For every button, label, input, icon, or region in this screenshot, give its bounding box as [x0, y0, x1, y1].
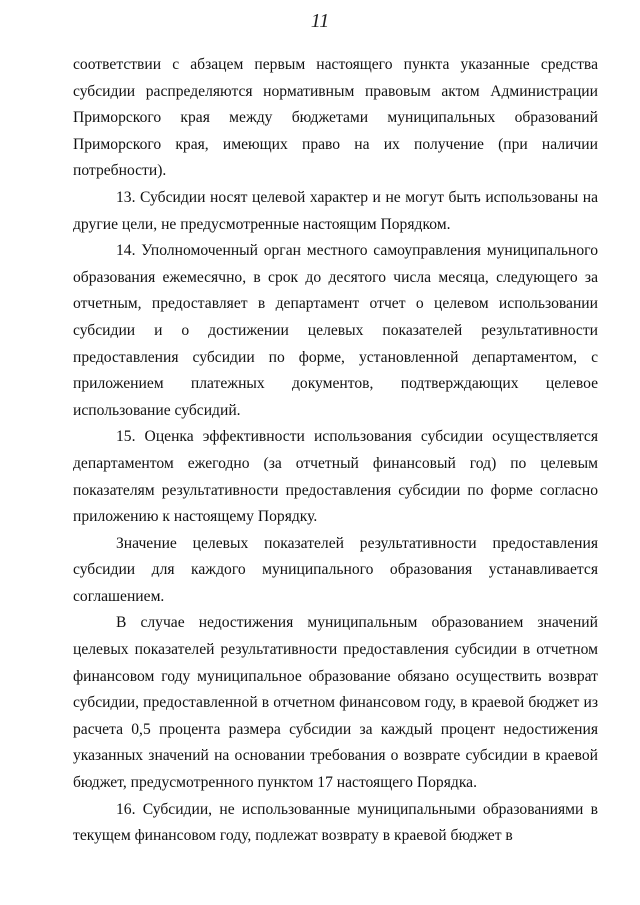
paragraph-13: 13. Субсидии носят целевой характер и не могут быть использованы на другие цели, не предусмотренные настоящим Порядком. — [73, 188, 598, 233]
paragraph-16: 16. Субсидии, не использованные муниципальными образованиями в текущем финансовом году, подлежат возврату в краевой бюджет в — [73, 800, 598, 845]
paragraph-15-target-values: Значение целевых показателей результативности предоставления субсидии для каждого муниципального образования устанавливается соглашением. — [73, 534, 598, 605]
paragraph-14: 14. Уполномоченный орган местного самоуправления муниципального образования ежемесячно, в срок до десятого числа месяца, следующего за отчетным, предоставляет в департамент отчет о целевом использовании субсидии и о достижении целевых показателей результативности предоставления субсидии по форме, установленной департаментом, с приложением платежных документов, подтверждающих целевое использование субсидий. — [73, 242, 598, 419]
page-number: 11 — [310, 10, 330, 32]
paragraph-continuation: соответствии с абзацем первым настоящего пункта указанные средства субсидии распределяются нормативным правовым актом Администрации Приморского края между бюджетами муниципальных образований Приморского края, имеющих право на их получение (при наличии потребности). — [73, 56, 598, 180]
document-body — [73, 52, 598, 850]
paragraph-15: 15. Оценка эффективности использования субсидии осуществляется департаментом ежегодно (за отчетный финансовый год) по целевым показателям результативности предоставления субсидии по форме согласно приложению к настоящему Порядку. — [73, 428, 598, 526]
paragraph-15-refund: В случае недостижения муниципальным образованием значений целевых показателей результативности предоставления субсидии в отчетном финансовом году муниципальное образование обязано осуществить возврат субсидии, предоставленной в отчетном финансовом году, в краевой бюджет из расчета 0,5 процента размера субсидии за каждый процент недостижения указанных значений на основании требования о возврате субсидии в краевой бюджет, предусмотренного пунктом 17 настоящего Порядка. — [73, 614, 598, 792]
